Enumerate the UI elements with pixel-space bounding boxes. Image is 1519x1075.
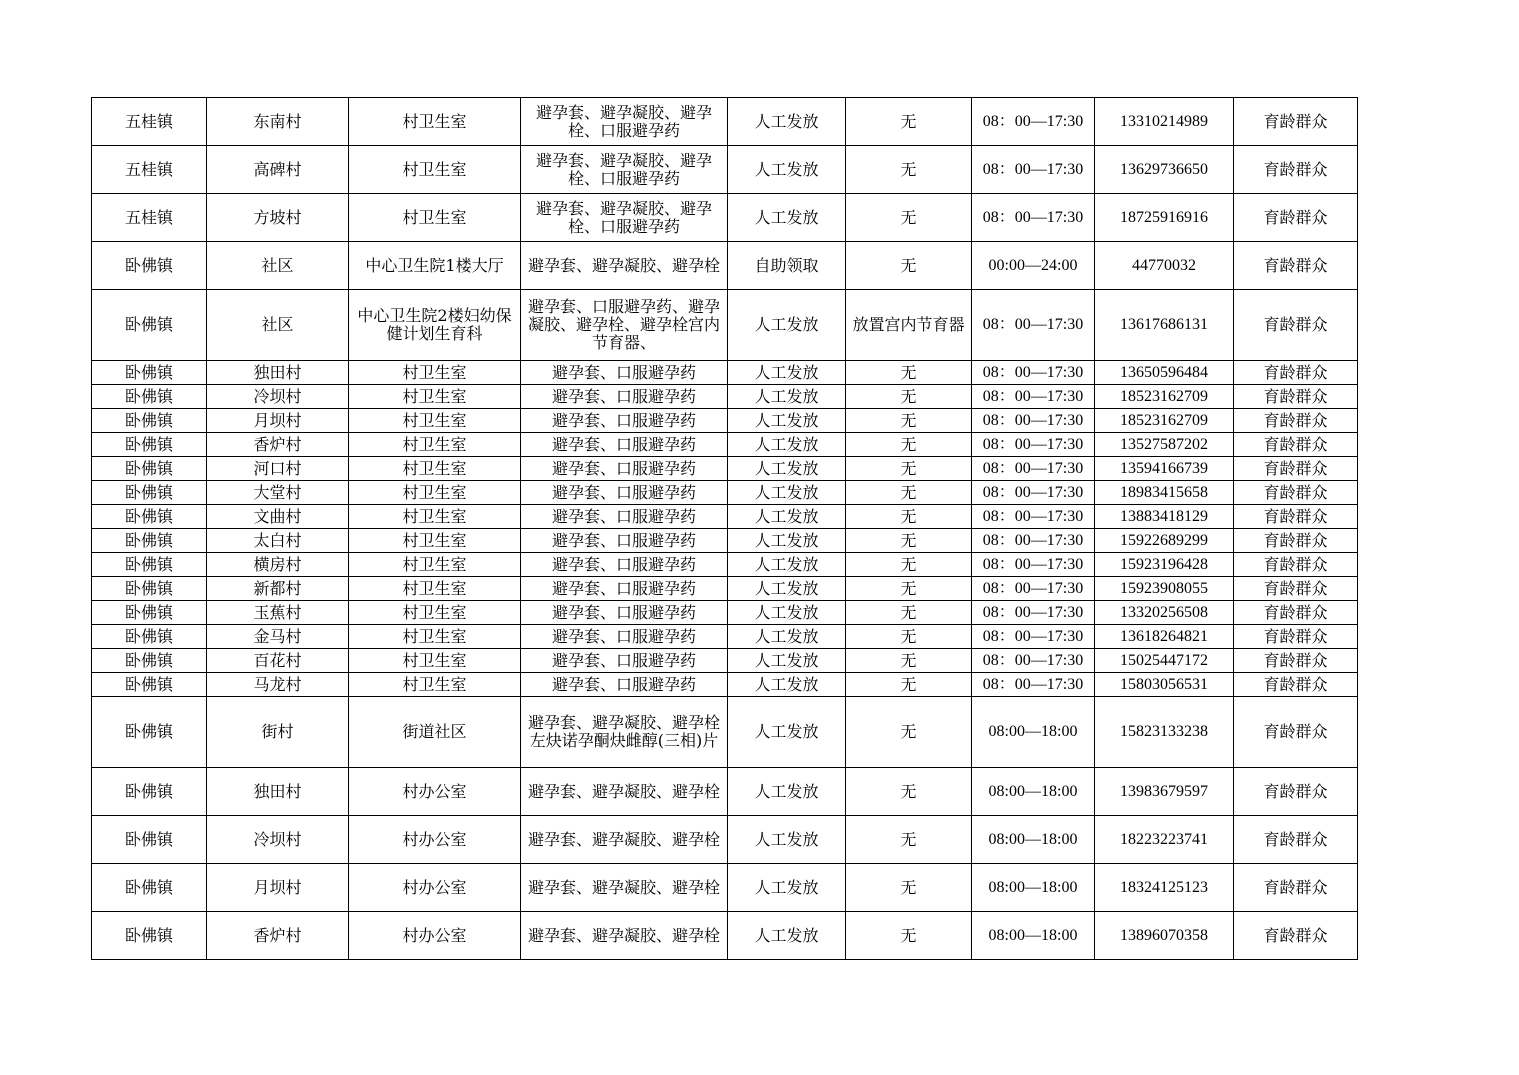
target-group-cell: 育龄群众 [1234, 577, 1358, 601]
village-cell: 横房村 [207, 553, 349, 577]
phone-cell: 13883418129 [1095, 505, 1234, 529]
note-cell: 无 [846, 577, 972, 601]
target-group-cell: 育龄群众 [1234, 601, 1358, 625]
methods-cell: 避孕套、口服避孕药 [521, 385, 728, 409]
phone-cell: 18523162709 [1095, 385, 1234, 409]
village-cell: 冷坝村 [207, 385, 349, 409]
town-cell: 卧佛镇 [92, 673, 207, 697]
town-cell: 卧佛镇 [92, 242, 207, 290]
location-cell: 中心卫生院1楼大厅 [349, 242, 521, 290]
town-cell: 卧佛镇 [92, 864, 207, 912]
distribution-mode-cell: 人工发放 [728, 361, 846, 385]
target-group-cell: 育龄群众 [1234, 290, 1358, 361]
town-cell: 卧佛镇 [92, 768, 207, 816]
distribution-mode-cell: 人工发放 [728, 864, 846, 912]
distribution-mode-cell: 人工发放 [728, 529, 846, 553]
service-time-cell: 08：00—17:30 [972, 625, 1095, 649]
phone-cell: 44770032 [1095, 242, 1234, 290]
table-row [92, 649, 1358, 673]
service-time-cell: 08：00—17:30 [972, 194, 1095, 242]
location-cell: 村卫生室 [349, 505, 521, 529]
table-row [92, 385, 1358, 409]
distribution-mode-cell: 人工发放 [728, 673, 846, 697]
town-cell: 卧佛镇 [92, 816, 207, 864]
town-cell: 卧佛镇 [92, 361, 207, 385]
note-cell: 无 [846, 481, 972, 505]
town-cell: 卧佛镇 [92, 553, 207, 577]
table-row [92, 768, 1358, 816]
location-cell: 村办公室 [349, 864, 521, 912]
distribution-mode-cell: 人工发放 [728, 625, 846, 649]
distribution-mode-cell: 人工发放 [728, 697, 846, 768]
location-cell: 村卫生室 [349, 98, 521, 146]
methods-cell: 避孕套、避孕凝胶、避孕栓、口服避孕药 [521, 98, 728, 146]
location-cell: 村卫生室 [349, 601, 521, 625]
phone-cell: 18523162709 [1095, 409, 1234, 433]
service-time-cell: 08：00—17:30 [972, 146, 1095, 194]
target-group-cell: 育龄群众 [1234, 98, 1358, 146]
phone-cell: 15803056531 [1095, 673, 1234, 697]
target-group-cell: 育龄群众 [1234, 529, 1358, 553]
service-time-cell: 08：00—17:30 [972, 98, 1095, 146]
location-cell: 村卫生室 [349, 529, 521, 553]
target-group-cell: 育龄群众 [1234, 457, 1358, 481]
phone-cell: 13629736650 [1095, 146, 1234, 194]
location-cell: 街道社区 [349, 697, 521, 768]
target-group-cell: 育龄群众 [1234, 385, 1358, 409]
phone-cell: 13527587202 [1095, 433, 1234, 457]
target-group-cell: 育龄群众 [1234, 194, 1358, 242]
location-cell: 村卫生室 [349, 625, 521, 649]
table-row [92, 194, 1358, 242]
service-time-cell: 08：00—17:30 [972, 529, 1095, 553]
note-cell: 无 [846, 409, 972, 433]
note-cell: 无 [846, 242, 972, 290]
distribution-points-table [91, 97, 1358, 960]
distribution-mode-cell: 人工发放 [728, 98, 846, 146]
methods-cell: 避孕套、口服避孕药 [521, 529, 728, 553]
methods-cell: 避孕套、口服避孕药、避孕凝胶、避孕栓、避孕栓宫内节育器、 [521, 290, 728, 361]
table-row [92, 146, 1358, 194]
methods-cell: 避孕套、避孕凝胶、避孕栓、口服避孕药 [521, 146, 728, 194]
table-row [92, 577, 1358, 601]
location-cell: 村办公室 [349, 768, 521, 816]
service-time-cell: 08:00—18:00 [972, 768, 1095, 816]
location-cell: 村卫生室 [349, 673, 521, 697]
phone-cell: 15922689299 [1095, 529, 1234, 553]
village-cell: 香炉村 [207, 433, 349, 457]
service-time-cell: 08：00—17:30 [972, 649, 1095, 673]
table-row [92, 625, 1358, 649]
note-cell: 无 [846, 649, 972, 673]
note-cell: 无 [846, 505, 972, 529]
town-cell: 卧佛镇 [92, 649, 207, 673]
service-time-cell: 08：00—17:30 [972, 385, 1095, 409]
table-row [92, 409, 1358, 433]
target-group-cell: 育龄群众 [1234, 481, 1358, 505]
town-cell: 卧佛镇 [92, 625, 207, 649]
town-cell: 卧佛镇 [92, 529, 207, 553]
location-cell: 村卫生室 [349, 361, 521, 385]
note-cell: 无 [846, 433, 972, 457]
table-row [92, 481, 1358, 505]
methods-cell: 避孕套、避孕凝胶、避孕栓、口服避孕药 [521, 194, 728, 242]
village-cell: 新都村 [207, 577, 349, 601]
distribution-mode-cell: 人工发放 [728, 768, 846, 816]
note-cell: 无 [846, 673, 972, 697]
note-cell: 无 [846, 864, 972, 912]
distribution-mode-cell: 人工发放 [728, 505, 846, 529]
note-cell: 放置宫内节育器 [846, 290, 972, 361]
town-cell: 五桂镇 [92, 98, 207, 146]
table-row [92, 290, 1358, 361]
service-time-cell: 08:00—18:00 [972, 697, 1095, 768]
target-group-cell: 育龄群众 [1234, 912, 1358, 960]
target-group-cell: 育龄群众 [1234, 673, 1358, 697]
town-cell: 卧佛镇 [92, 433, 207, 457]
target-group-cell: 育龄群众 [1234, 864, 1358, 912]
table-row [92, 98, 1358, 146]
village-cell: 玉蕉村 [207, 601, 349, 625]
phone-cell: 13594166739 [1095, 457, 1234, 481]
methods-cell: 避孕套、口服避孕药 [521, 433, 728, 457]
table-row [92, 457, 1358, 481]
village-cell: 百花村 [207, 649, 349, 673]
village-cell: 东南村 [207, 98, 349, 146]
village-cell: 香炉村 [207, 912, 349, 960]
target-group-cell: 育龄群众 [1234, 361, 1358, 385]
village-cell: 高碑村 [207, 146, 349, 194]
village-cell: 太白村 [207, 529, 349, 553]
distribution-mode-cell: 人工发放 [728, 577, 846, 601]
village-cell: 独田村 [207, 768, 349, 816]
target-group-cell: 育龄群众 [1234, 146, 1358, 194]
village-cell: 大堂村 [207, 481, 349, 505]
location-cell: 村卫生室 [349, 553, 521, 577]
service-time-cell: 08：00—17:30 [972, 361, 1095, 385]
service-time-cell: 08：00—17:30 [972, 601, 1095, 625]
methods-cell: 避孕套、口服避孕药 [521, 361, 728, 385]
phone-cell: 13896070358 [1095, 912, 1234, 960]
location-cell: 中心卫生院2楼妇幼保健计划生育科 [349, 290, 521, 361]
table-row [92, 673, 1358, 697]
village-cell: 街村 [207, 697, 349, 768]
location-cell: 村卫生室 [349, 649, 521, 673]
target-group-cell: 育龄群众 [1234, 816, 1358, 864]
service-time-cell: 08:00—18:00 [972, 864, 1095, 912]
service-time-cell: 08：00—17:30 [972, 577, 1095, 601]
methods-cell: 避孕套、口服避孕药 [521, 481, 728, 505]
methods-cell: 避孕套、口服避孕药 [521, 649, 728, 673]
methods-cell: 避孕套、口服避孕药 [521, 625, 728, 649]
table-row [92, 697, 1358, 768]
village-cell: 马龙村 [207, 673, 349, 697]
distribution-mode-cell: 自助领取 [728, 242, 846, 290]
village-cell: 独田村 [207, 361, 349, 385]
phone-cell: 13983679597 [1095, 768, 1234, 816]
service-time-cell: 08：00—17:30 [972, 290, 1095, 361]
methods-cell: 避孕套、避孕凝胶、避孕栓 左炔诺孕酮炔雌醇(三相)片 [521, 697, 728, 768]
methods-cell: 避孕套、避孕凝胶、避孕栓 [521, 768, 728, 816]
town-cell: 卧佛镇 [92, 577, 207, 601]
location-cell: 村卫生室 [349, 481, 521, 505]
table-row [92, 553, 1358, 577]
town-cell: 五桂镇 [92, 146, 207, 194]
village-cell: 月坝村 [207, 409, 349, 433]
note-cell: 无 [846, 601, 972, 625]
target-group-cell: 育龄群众 [1234, 505, 1358, 529]
note-cell: 无 [846, 457, 972, 481]
distribution-mode-cell: 人工发放 [728, 409, 846, 433]
methods-cell: 避孕套、避孕凝胶、避孕栓 [521, 912, 728, 960]
table-row [92, 912, 1358, 960]
distribution-mode-cell: 人工发放 [728, 290, 846, 361]
village-cell: 社区 [207, 290, 349, 361]
distribution-mode-cell: 人工发放 [728, 816, 846, 864]
phone-cell: 13618264821 [1095, 625, 1234, 649]
methods-cell: 避孕套、避孕凝胶、避孕栓 [521, 864, 728, 912]
target-group-cell: 育龄群众 [1234, 625, 1358, 649]
table-row [92, 242, 1358, 290]
location-cell: 村卫生室 [349, 385, 521, 409]
phone-cell: 18223223741 [1095, 816, 1234, 864]
location-cell: 村卫生室 [349, 409, 521, 433]
town-cell: 卧佛镇 [92, 505, 207, 529]
distribution-mode-cell: 人工发放 [728, 912, 846, 960]
methods-cell: 避孕套、口服避孕药 [521, 409, 728, 433]
village-cell: 社区 [207, 242, 349, 290]
village-cell: 方坡村 [207, 194, 349, 242]
phone-cell: 18983415658 [1095, 481, 1234, 505]
service-time-cell: 08：00—17:30 [972, 505, 1095, 529]
service-time-cell: 08：00—17:30 [972, 553, 1095, 577]
distribution-mode-cell: 人工发放 [728, 553, 846, 577]
town-cell: 卧佛镇 [92, 290, 207, 361]
note-cell: 无 [846, 912, 972, 960]
methods-cell: 避孕套、口服避孕药 [521, 601, 728, 625]
service-time-cell: 08:00—18:00 [972, 912, 1095, 960]
table-body [92, 98, 1358, 960]
location-cell: 村卫生室 [349, 457, 521, 481]
town-cell: 卧佛镇 [92, 409, 207, 433]
note-cell: 无 [846, 361, 972, 385]
phone-cell: 13650596484 [1095, 361, 1234, 385]
methods-cell: 避孕套、口服避孕药 [521, 505, 728, 529]
village-cell: 金马村 [207, 625, 349, 649]
distribution-mode-cell: 人工发放 [728, 649, 846, 673]
methods-cell: 避孕套、避孕凝胶、避孕栓 [521, 816, 728, 864]
target-group-cell: 育龄群众 [1234, 649, 1358, 673]
town-cell: 卧佛镇 [92, 481, 207, 505]
service-time-cell: 08：00—17:30 [972, 481, 1095, 505]
distribution-mode-cell: 人工发放 [728, 433, 846, 457]
target-group-cell: 育龄群众 [1234, 553, 1358, 577]
location-cell: 村卫生室 [349, 194, 521, 242]
location-cell: 村办公室 [349, 912, 521, 960]
town-cell: 卧佛镇 [92, 457, 207, 481]
distribution-mode-cell: 人工发放 [728, 481, 846, 505]
village-cell: 冷坝村 [207, 816, 349, 864]
phone-cell: 15923196428 [1095, 553, 1234, 577]
location-cell: 村办公室 [349, 816, 521, 864]
note-cell: 无 [846, 625, 972, 649]
table-row [92, 816, 1358, 864]
phone-cell: 13617686131 [1095, 290, 1234, 361]
methods-cell: 避孕套、口服避孕药 [521, 577, 728, 601]
distribution-mode-cell: 人工发放 [728, 146, 846, 194]
distribution-mode-cell: 人工发放 [728, 457, 846, 481]
note-cell: 无 [846, 697, 972, 768]
methods-cell: 避孕套、口服避孕药 [521, 673, 728, 697]
location-cell: 村卫生室 [349, 433, 521, 457]
table-row [92, 864, 1358, 912]
phone-cell: 13310214989 [1095, 98, 1234, 146]
note-cell: 无 [846, 146, 972, 194]
note-cell: 无 [846, 194, 972, 242]
phone-cell: 18725916916 [1095, 194, 1234, 242]
phone-cell: 15923908055 [1095, 577, 1234, 601]
village-cell: 文曲村 [207, 505, 349, 529]
service-time-cell: 08：00—17:30 [972, 673, 1095, 697]
note-cell: 无 [846, 768, 972, 816]
service-time-cell: 08：00—17:30 [972, 433, 1095, 457]
target-group-cell: 育龄群众 [1234, 768, 1358, 816]
note-cell: 无 [846, 553, 972, 577]
table-row [92, 529, 1358, 553]
location-cell: 村卫生室 [349, 577, 521, 601]
target-group-cell: 育龄群众 [1234, 242, 1358, 290]
table-row [92, 433, 1358, 457]
table-row [92, 505, 1358, 529]
service-time-cell: 08:00—18:00 [972, 816, 1095, 864]
distribution-mode-cell: 人工发放 [728, 601, 846, 625]
phone-cell: 15025447172 [1095, 649, 1234, 673]
town-cell: 卧佛镇 [92, 601, 207, 625]
table-row [92, 361, 1358, 385]
methods-cell: 避孕套、口服避孕药 [521, 457, 728, 481]
service-time-cell: 00:00—24:00 [972, 242, 1095, 290]
target-group-cell: 育龄群众 [1234, 433, 1358, 457]
phone-cell: 18324125123 [1095, 864, 1234, 912]
location-cell: 村卫生室 [349, 146, 521, 194]
note-cell: 无 [846, 385, 972, 409]
village-cell: 河口村 [207, 457, 349, 481]
village-cell: 月坝村 [207, 864, 349, 912]
town-cell: 五桂镇 [92, 194, 207, 242]
service-time-cell: 08：00—17:30 [972, 457, 1095, 481]
target-group-cell: 育龄群众 [1234, 409, 1358, 433]
service-time-cell: 08：00—17:30 [972, 409, 1095, 433]
town-cell: 卧佛镇 [92, 385, 207, 409]
table-row [92, 601, 1358, 625]
note-cell: 无 [846, 529, 972, 553]
distribution-mode-cell: 人工发放 [728, 194, 846, 242]
distribution-mode-cell: 人工发放 [728, 385, 846, 409]
phone-cell: 15823133238 [1095, 697, 1234, 768]
phone-cell: 13320256508 [1095, 601, 1234, 625]
note-cell: 无 [846, 816, 972, 864]
methods-cell: 避孕套、避孕凝胶、避孕栓 [521, 242, 728, 290]
target-group-cell: 育龄群众 [1234, 697, 1358, 768]
town-cell: 卧佛镇 [92, 912, 207, 960]
note-cell: 无 [846, 98, 972, 146]
methods-cell: 避孕套、口服避孕药 [521, 553, 728, 577]
town-cell: 卧佛镇 [92, 697, 207, 768]
